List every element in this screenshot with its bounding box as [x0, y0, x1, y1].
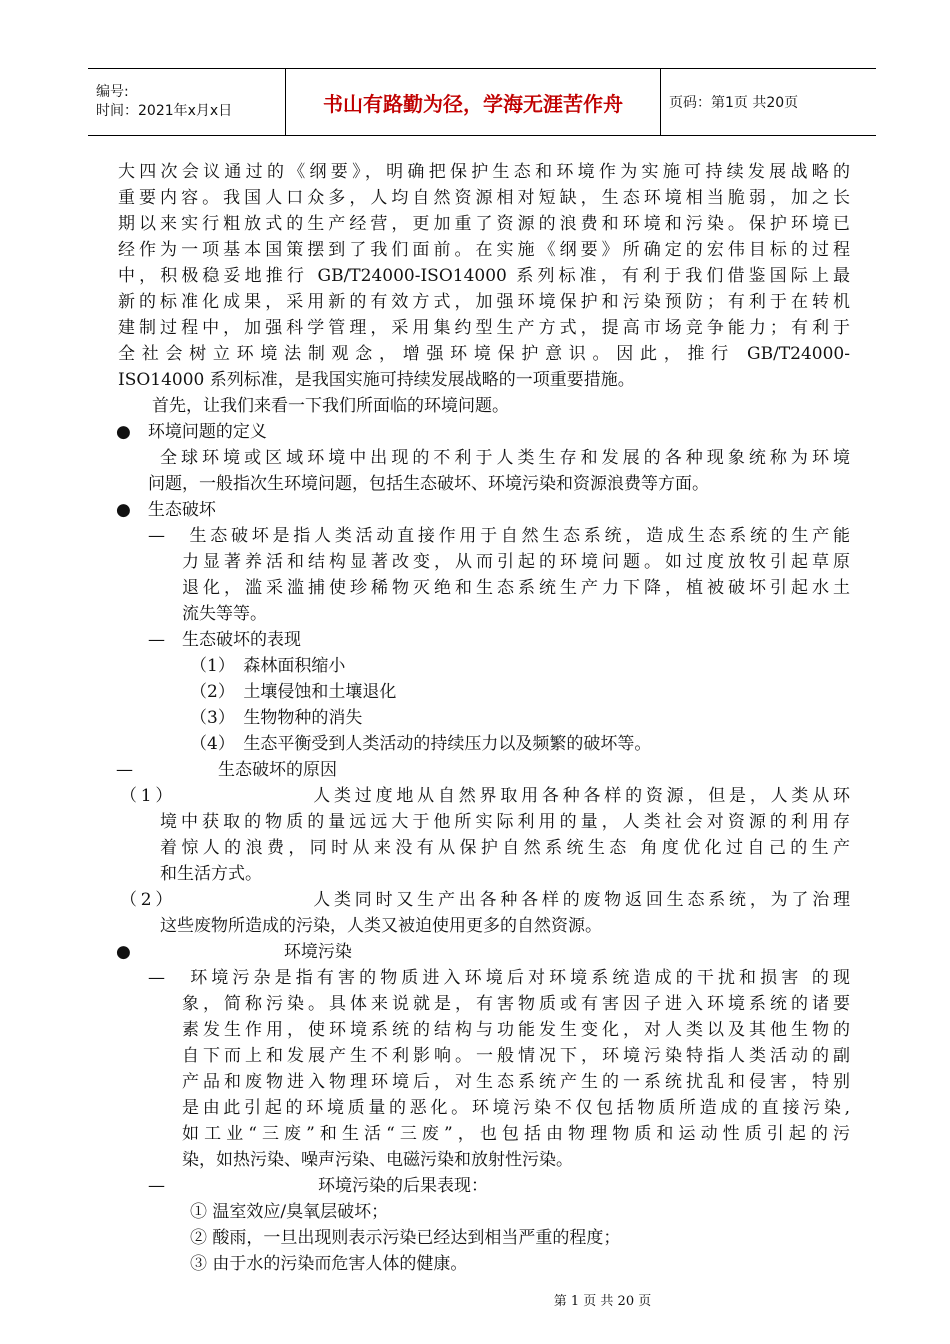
body-line: 经作为一项基本国策摆到了我们面前。在实施《纲要》所确定的宏伟目标的过程	[118, 240, 850, 260]
sub-heading: — 环境污染的后果表现：	[148, 1176, 488, 1196]
section-heading: ● 环境污染	[116, 942, 352, 962]
motto-text: 书山有路勤为径，学海无涯苦作舟	[323, 91, 623, 116]
body-line: — 环境污杂是指有害的物质进入环境后对环境系统造成的干扰和损害 的现	[148, 968, 850, 988]
body-line: 素发生作用，使环境系统的结构与功能发生变化，对人类以及其他生物的	[182, 1020, 850, 1040]
body-line: 如工业“三废”和生活“三废”，也包括由物理物质和运动性质引起的污	[182, 1124, 850, 1144]
body-line: 和生活方式。	[160, 864, 262, 884]
body-line: 全社会树立环境法制观念，增强环境保护意识。因此，推行 GB/T24000-	[118, 344, 850, 364]
doc-number-label: 编号:	[96, 84, 129, 100]
list-item: （3） 生物物种的消失	[190, 708, 363, 728]
page-label: 页码：第1页 共20页	[669, 95, 799, 111]
page-footer	[0, 1290, 950, 1309]
list-item: （4） 生态平衡受到人类活动的持续压力以及频繁的破坏等。	[190, 734, 652, 754]
footer-page-number: 第 1 页 共 20 页	[553, 1294, 652, 1309]
body-line: 自下而上和发展产生不利影响。一般情况下，环境污染特指人类活动的副	[182, 1046, 850, 1066]
body-line: — 生态破坏是指人类活动直接作用于自然生态系统，造成生态系统的生产能	[148, 526, 850, 546]
list-item: ① 温室效应/臭氧层破坏；	[190, 1202, 389, 1222]
body-line: （2） 人类同时又生产出各种各样的废物返回生态系统，为了治理	[120, 890, 850, 910]
doc-time-label: 时间：2021年x月x日	[96, 103, 233, 119]
body-line: 染，如热污染、噪声污染、电磁污染和放射性污染。	[182, 1150, 573, 1170]
section-heading: ● 生态破坏	[116, 500, 216, 520]
body-line: 境中获取的物质的量远远大于他所实际利用的量，人类社会对资源的利用存	[160, 812, 850, 832]
list-item: （2） 土壤侵蚀和土壤退化	[190, 682, 397, 702]
body-line: 新的标准化成果，采用新的有效方式，加强环境保护和污染预防；有利于在转机	[118, 292, 850, 312]
list-item: （1） 森林面积缩小	[190, 656, 346, 676]
body-line: 建制过程中，加强科学管理，采用集约型生产方式，提高市场竞争能力；有利于	[118, 318, 850, 338]
body-line: ISO14000 系列标准，是我国实施可持续发展战略的一项重要措施。	[118, 370, 635, 390]
sub-heading: — 生态破坏的表现	[148, 630, 301, 650]
body-line: 中，积极稳妥地推行 GB/T24000-ISO14000 系列标准，有利于我们借鉴国际上最	[118, 266, 850, 286]
body-line: 重要内容。我国人口众多，人均自然资源相对短缺，生态环境相当脆弱，加之长	[118, 188, 850, 208]
body-line: （1） 人类过度地从自然界取用各种各样的资源，但是，人类从环	[120, 786, 850, 806]
body-line: 大四次会议通过的《纲要》，明确把保护生态和环境作为实施可持续发展战略的	[118, 162, 850, 182]
body-line: 产品和废物进入物理环境后，对生态系统产生的一系统扰乱和侵害，特别	[182, 1072, 850, 1092]
body-line: 这些废物所造成的污染，人类又被迫使用更多的自然资源。	[160, 916, 602, 936]
body-line: 是由此引起的环境质量的恶化。环境污染不仅包括物质所造成的直接污染,	[182, 1098, 850, 1118]
body-line: 退化，滥采滥捕使珍稀物灭绝和生态系统生产力下降，植被破坏引起水土	[182, 578, 850, 598]
page-header	[88, 68, 876, 136]
body-line: 力显著养活和结构显著改变，从而引起的环境问题。如过度放牧引起草原	[182, 552, 850, 572]
body-line: 流失等等。	[182, 604, 267, 624]
body-line: 着惊人的浪费，同时从来没有从保护自然系统生态 角度优化过自己的生产	[160, 838, 850, 858]
list-item: ② 酸雨，一旦出现则表示污染已经达到相当严重的程度；	[190, 1228, 621, 1248]
header-motto	[286, 69, 661, 135]
sub-heading: — 生态破坏的原因	[116, 760, 337, 780]
body-line: 首先，让我们来看一下我们所面临的环境问题。	[152, 396, 509, 416]
body-line: 象，简称污染。具体来说就是，有害物质或有害因子进入环境系统的诸要	[182, 994, 850, 1014]
body-line: 问题，一般指次生环境问题，包括生态破坏、环境污染和资源浪费等方面。	[148, 474, 709, 494]
body-line: 期以来实行粗放式的生产经营，更加重了资源的浪费和环境和污染。保护环境已	[118, 214, 850, 234]
list-item: ③ 由于水的污染而危害人体的健康。	[190, 1254, 468, 1274]
body-line: 全球环境或区域环境中出现的不利于人类生存和发展的各种现象统称为环境	[160, 448, 850, 468]
header-page	[661, 69, 876, 135]
section-heading: ● 环境问题的定义	[116, 422, 267, 442]
header-meta	[88, 69, 286, 135]
